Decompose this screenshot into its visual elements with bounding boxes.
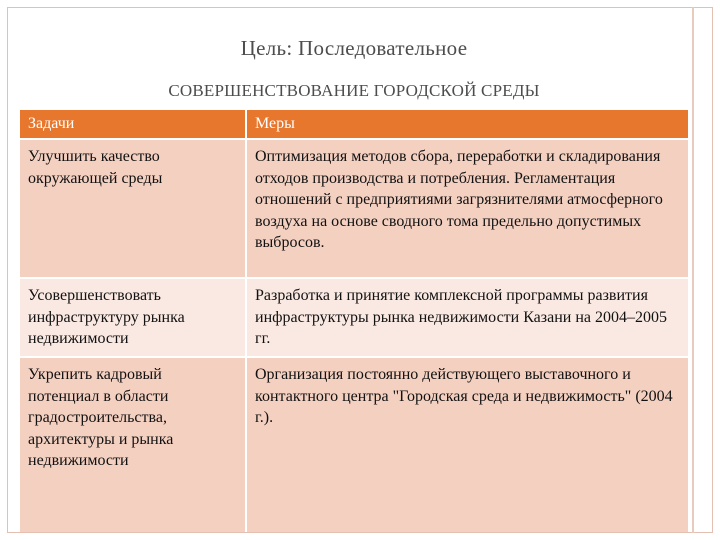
measures-cell: Оптимизация методов сбора, переработки и складирования отходов производства и потребления. Регламентация отношений с предприятиями загрязнителями атмосферного воздуха на основе сводного тома предельно допустимых выбросов. <box>246 139 688 278</box>
decorative-side-line <box>692 7 694 533</box>
tasks-measures-table <box>20 110 688 532</box>
header-measures: Меры <box>246 110 688 139</box>
task-cell: Усовершенствовать инфраструктуру рынка недвижимости <box>20 278 246 357</box>
task-cell: Укрепить кадровый потенциал в области градостроительства, архитектуры и рынка недвижимости <box>20 357 246 532</box>
measures-cell: Организация постоянно действующего выставочного и контактного центра "Городская среда и недвижимость" (2004 г.). <box>246 357 688 532</box>
table-header-row <box>20 110 688 139</box>
table-row <box>20 139 688 278</box>
title-line-1: Цель: Последовательное <box>240 36 468 60</box>
title-line-2: СОВЕРШЕНСТВОВАНИЕ ГОРОДСКОЙ СРЕДЫ <box>168 81 540 100</box>
table-row <box>20 278 688 357</box>
slide-title <box>20 36 688 101</box>
table-row <box>20 357 688 532</box>
task-cell: Улучшить качество окружающей среды <box>20 139 246 278</box>
measures-cell: Разработка и принятие комплексной программы развития инфраструктуры рынка недвижимости Казани на 2004–2005 гг. <box>246 278 688 357</box>
header-tasks: Задачи <box>20 110 246 139</box>
